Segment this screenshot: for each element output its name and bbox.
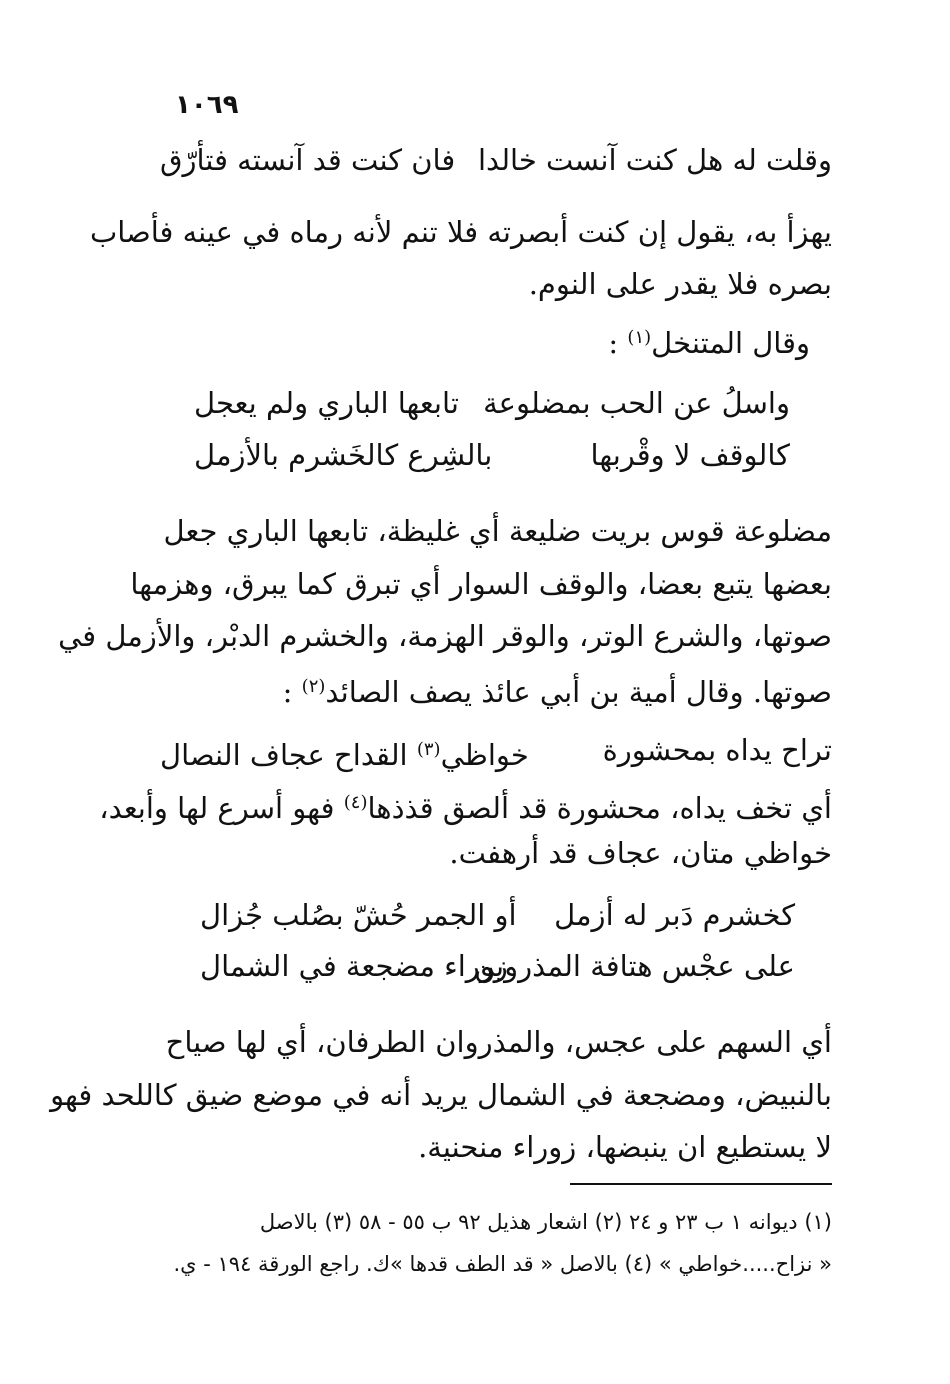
hemistich-second: أو الجمر حُشّ بصُلب جُزال <box>200 898 517 932</box>
text-line: خواظي متان، عجاف قد أرهفت. <box>449 836 832 870</box>
footnote-ref: (٢) <box>301 676 326 697</box>
text-line: لا يستطيع ان ينبضها، زوراء منحنية. <box>418 1130 832 1164</box>
hemistich-part: خواظي <box>440 738 529 772</box>
text-line <box>99 778 832 828</box>
hemistich-second: تابعها الباري ولم يعجل <box>194 386 459 420</box>
intro-text: وقال المتنخل <box>651 326 810 360</box>
footnote-line: « نزاح.....خواطي » (٤) بالاصل « قد الطف قدها »ك. راجع الورقة ١٩٤ - ي. <box>173 1252 832 1276</box>
verse-line <box>194 430 790 480</box>
hemistich-first: تراح يداه بمحشورة <box>602 733 832 767</box>
hemistich-first: كخشرم دَبر له أزمل <box>554 898 795 932</box>
colon: : <box>608 326 619 360</box>
page-number: ١٠٦٩ <box>175 90 239 120</box>
paragraph-text: صوتها. وقال أمية بن أبي عائذ يصف الصائد <box>325 675 832 709</box>
hemistich-second: زوراء مضجعة في الشمال <box>200 949 508 983</box>
text-line: بالنبيض، ومضجعة في الشمال يريد أنه في موضع ضيق كاللحد فهو <box>50 1078 832 1112</box>
verse-line <box>200 941 795 991</box>
text-line <box>283 662 832 712</box>
text-line: مضلوعة قوس بريت ضليعة أي غليظة، تابعها الباري جعل <box>163 514 832 548</box>
paragraph-text: أي تخف يداه، محشورة قد ألصق قذذها <box>367 791 832 825</box>
verse-line <box>160 135 832 185</box>
verse-line <box>200 890 795 940</box>
hemistich-first: وقلت له هل كنت آنست خالدا <box>477 143 832 177</box>
hemistich-part: القداح عجاف النصال <box>160 738 408 772</box>
hemistich-second <box>160 725 529 780</box>
hemistich-second: فان كنت قد آنسته فتأرّق <box>160 143 456 177</box>
text-line <box>608 313 810 363</box>
text-line: بعضها يتبع بعضا، والوقف السوار أي تبرق كما يبرق، وهزمها <box>130 567 832 601</box>
footnote-line: (١) ديوانه ١ ب ٢٣ و ٢٤ (٢) اشعار هذيل ٩٢ ب ٥٥ - ٥٨ (٣) بالاصل <box>259 1210 832 1234</box>
hemistich-first: كالوقف لا وقْربها <box>590 438 790 472</box>
hemistich-second: بالشِرع كالخَشرم بالأزمل <box>194 438 493 472</box>
hemistich-first: واسلُ عن الحب بمضلوعة <box>483 386 790 420</box>
text-line: يهزأ به، يقول إن كنت أبصرته فلا تنم لأنه رماه في عينه فأصاب <box>89 215 832 249</box>
footnote-ref: (٤) <box>343 792 368 813</box>
hemistich-first: على عجْس هتافة المذروين <box>473 949 795 983</box>
colon: : <box>282 675 293 709</box>
text-line: أي السهم على عجس، والمذروان الطرفان، أي لها صياح <box>165 1025 832 1059</box>
text-line: بصره فلا يقدر على النوم. <box>528 267 832 301</box>
verse-line <box>160 725 832 775</box>
footnote-separator <box>570 1183 832 1185</box>
text-line: صوتها، والشرع الوتر، والوقر الهزمة، والخشرم الدبْر، والأزمل في <box>58 619 832 653</box>
footnote-ref: (١) <box>627 327 652 348</box>
verse-line <box>194 378 790 428</box>
paragraph-text: فهو أسرع لها وأبعد، <box>99 791 335 825</box>
footnote-ref: (٣) <box>416 739 441 760</box>
